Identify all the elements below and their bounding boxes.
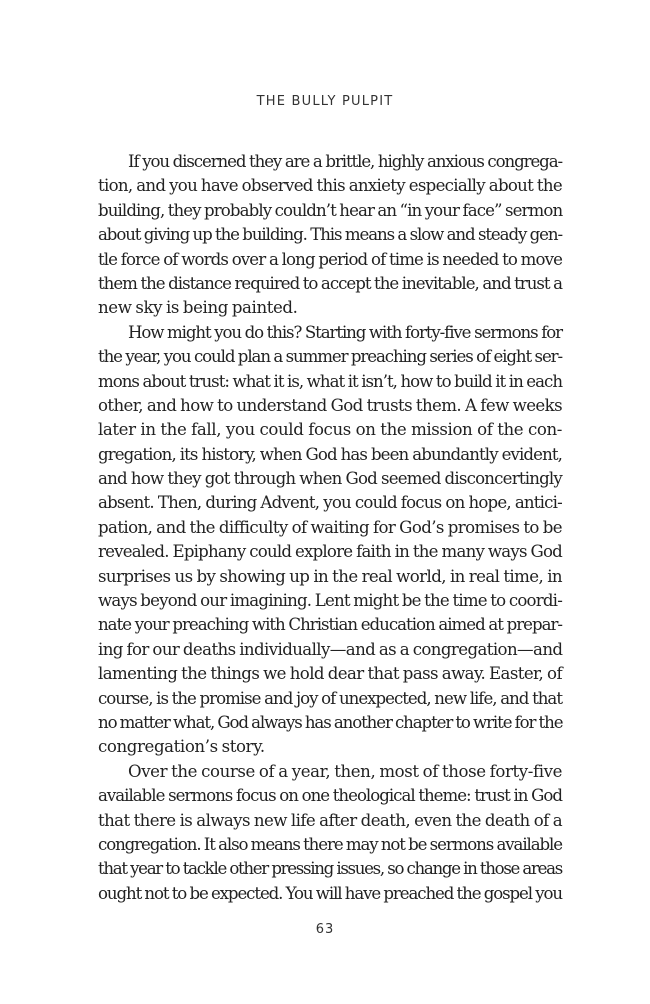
paragraph-2-line: no matter what, God always has another chapter to write for the — [98, 712, 563, 732]
paragraph-2-line: the year, you could plan a summer preaching series of eight ser- — [98, 347, 562, 367]
paragraph-1-line: tle force of words over a long period of time is needed to move — [98, 249, 562, 269]
paragraph-3-line: that year to tackle other pressing issues, so change in those areas — [98, 859, 562, 879]
paragraph-3-line: ought not to be expected. You will have preached the gospel you — [98, 883, 562, 903]
paragraph-2-line: pation, and the difficulty of waiting for God’s promises to be — [98, 517, 562, 537]
paragraph-2-line: lamenting the things we hold dear that pass away. Easter, of — [98, 664, 562, 684]
paragraph-2-line: absent. Then, during Advent, you could focus on hope, antici- — [98, 493, 562, 513]
paragraph-1-line: If you discerned they are a brittle, highly anxious congrega- — [128, 152, 562, 171]
paragraph-1-line: building, they probably couldn’t hear an “in your face” sermon — [98, 200, 563, 220]
paragraph-2-line: gregation, its history, when God has been abundantly evident, — [98, 444, 562, 464]
paragraph-1-line: tion, and you have observed this anxiety especially about the — [98, 176, 562, 196]
paragraph-2-line: and how they got through when God seemed disconcertingly — [98, 469, 562, 489]
paragraph-3-line: Over the course of a year, then, most of those forty-five — [128, 761, 562, 781]
paragraph-2-line: course, is the promise and joy of unexpected, new life, and that — [98, 688, 562, 708]
paragraph-2-line: surprises us by showing up in the real world, in real time, in — [98, 566, 562, 586]
paragraph-1-line: about giving up the building. This means a slow and steady gen- — [98, 225, 562, 245]
page-number: 63 — [315, 922, 335, 937]
paragraph-2-line: later in the fall, you could focus on the mission of the con- — [98, 420, 562, 440]
paragraph-2-line: nate your preaching with Christian education aimed at prepar- — [98, 615, 562, 635]
paragraph-3-line: that there is always new life after death, even the death of a — [98, 810, 562, 830]
paragraph-2-line: congregation’s story. — [98, 737, 265, 757]
body-text — [98, 150, 562, 906]
paragraph-2-line: revealed. Epiphany could explore faith in the many ways God — [98, 542, 562, 562]
paragraph-3-line: congregation. It also means there may not be sermons available — [98, 834, 562, 854]
running-head: THE BULLY PULPIT — [256, 94, 394, 109]
paragraph-2-line: ing for our deaths individually—and as a congregation—and — [98, 639, 563, 659]
paragraph-2-line: other, and how to understand God trusts them. A few weeks — [98, 395, 562, 415]
paragraph-3-line: available sermons focus on one theological theme: trust in God — [98, 786, 562, 806]
paragraph-2-line: How might you do this? Starting with forty-five sermons for — [128, 322, 562, 342]
paragraph-2-line: ways beyond our imagining. Lent might be the time to coordi- — [98, 591, 562, 611]
paragraph-2-line: mons about trust: what it is, what it isn’t, how to build it in each — [98, 371, 562, 391]
paragraph-1-line: new sky is being painted. — [98, 298, 298, 318]
paragraph-1-line: them the distance required to accept the inevitable, and trust a — [98, 273, 562, 293]
